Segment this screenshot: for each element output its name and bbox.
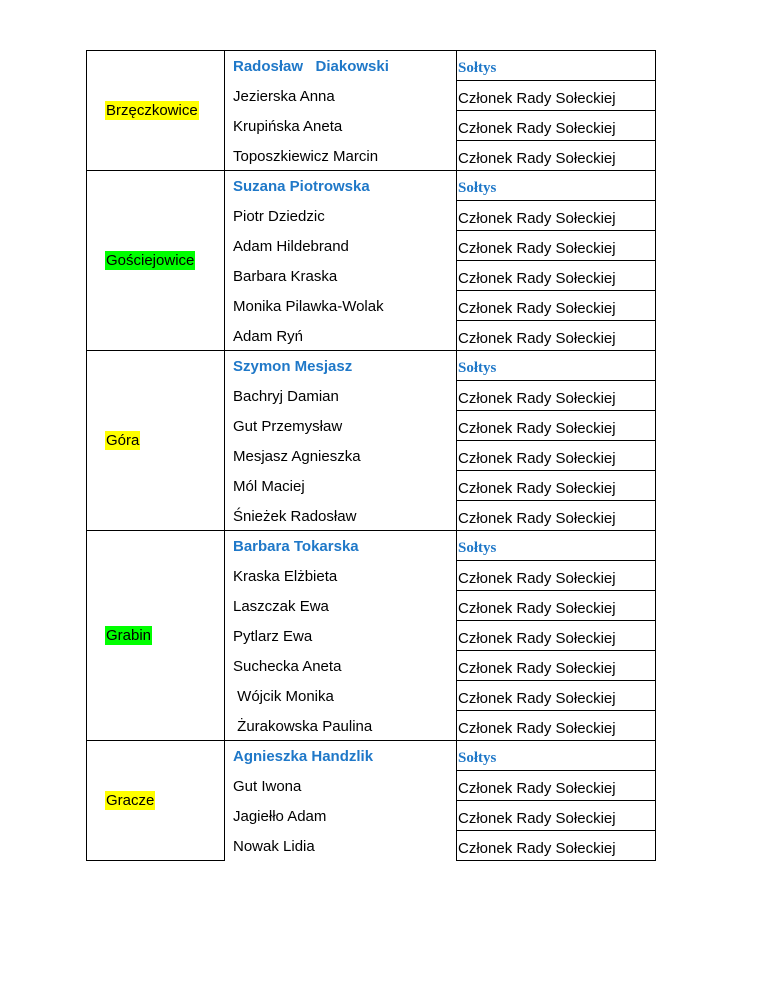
soltys-name: Suzana Piotrowska [233,178,370,195]
member-name: Kraska Elżbieta [233,568,338,585]
row-divider [456,470,656,471]
row-divider [456,80,656,81]
member-name: Żurakowska Paulina [233,718,373,735]
row-divider [456,680,656,681]
member-role: Sołtys [458,750,497,766]
member-role: Członek Rady Sołeckiej [458,390,616,407]
member-name: Jezierska Anna [233,88,335,105]
member-name: Mesjasz Agnieszka [233,448,361,465]
village-cell [86,530,225,741]
member-role: Członek Rady Sołeckiej [458,810,616,827]
member-role: Członek Rady Sołeckiej [458,120,616,137]
row-divider [456,620,656,621]
row-divider [456,590,656,591]
soltys-name: Radosław Diakowski [233,58,389,75]
member-role: Członek Rady Sołeckiej [458,210,616,227]
member-role: Członek Rady Sołeckiej [458,240,616,257]
row-divider [456,290,656,291]
village-name: Brzęczkowice [106,102,198,119]
row-divider [456,500,656,501]
soltys-name: Szymon Mesjasz [233,358,353,375]
member-role: Członek Rady Sołeckiej [458,720,616,737]
soltys-name: Agnieszka Handzlik [233,748,374,765]
member-role: Członek Rady Sołeckiej [458,630,616,647]
member-role: Członek Rady Sołeckiej [458,780,616,797]
village-cell [86,350,225,531]
member-name: Nowak Lidia [233,838,315,855]
row-divider [456,140,656,141]
member-role: Członek Rady Sołeckiej [458,90,616,107]
member-name: Jagiełło Adam [233,808,327,825]
member-name: Wójcik Monika [233,688,334,705]
member-role: Członek Rady Sołeckiej [458,600,616,617]
group-top-border [225,350,656,351]
member-role: Członek Rady Sołeckiej [458,510,616,527]
member-name: Barbara Kraska [233,268,338,285]
row-divider [456,320,656,321]
member-role: Sołtys [458,180,497,196]
group-top-border [225,530,656,531]
row-divider [456,260,656,261]
member-role: Członek Rady Sołeckiej [458,660,616,677]
member-name: Suchecka Aneta [233,658,342,675]
village-name: Gracze [106,792,155,809]
row-divider [456,650,656,651]
row-divider [456,770,656,771]
group-top-border [225,740,656,741]
soltys-name: Barbara Tokarska [233,538,359,555]
village-cell [86,170,225,351]
group-top-border [225,50,656,51]
member-name: Gut Iwona [233,778,302,795]
row-divider [456,440,656,441]
row-divider [456,200,656,201]
member-name: Adam Hildebrand [233,238,349,255]
village-name: Gościejowice [106,252,195,269]
member-name: Adam Ryń [233,328,304,345]
row-divider [456,110,656,111]
row-divider [456,380,656,381]
village-name: Grabin [106,627,152,644]
village-name: Góra [106,432,140,449]
member-role: Członek Rady Sołeckiej [458,450,616,467]
group-top-border [225,170,656,171]
member-role: Sołtys [458,60,497,76]
member-role: Członek Rady Sołeckiej [458,570,616,587]
village-cell [86,740,225,861]
member-name: Krupińska Aneta [233,118,343,135]
member-name: Gut Przemysław [233,418,343,435]
row-divider [456,830,656,831]
member-name: Bachryj Damian [233,388,339,405]
member-role: Członek Rady Sołeckiej [458,150,616,167]
member-name: Piotr Dziedzic [233,208,325,225]
row-divider [456,560,656,561]
member-name: Laszczak Ewa [233,598,329,615]
row-divider [456,710,656,711]
member-name: Monika Pilawka-Wolak [233,298,384,315]
member-role: Sołtys [458,360,497,376]
row-divider [456,860,656,861]
member-role: Sołtys [458,540,497,556]
member-role: Członek Rady Sołeckiej [458,690,616,707]
row-divider [456,230,656,231]
member-role: Członek Rady Sołeckiej [458,420,616,437]
member-name: Pytlarz Ewa [233,628,313,645]
member-role: Członek Rady Sołeckiej [458,270,616,287]
member-role: Członek Rady Sołeckiej [458,480,616,497]
member-role: Członek Rady Sołeckiej [458,840,616,857]
member-role: Członek Rady Sołeckiej [458,330,616,347]
row-divider [456,410,656,411]
member-role: Członek Rady Sołeckiej [458,300,616,317]
row-divider [456,800,656,801]
village-cell [86,50,225,171]
member-name: Śnieżek Radosław [233,508,357,525]
member-name: Mól Maciej [233,478,305,495]
member-name: Toposzkiewicz Marcin [233,148,379,165]
